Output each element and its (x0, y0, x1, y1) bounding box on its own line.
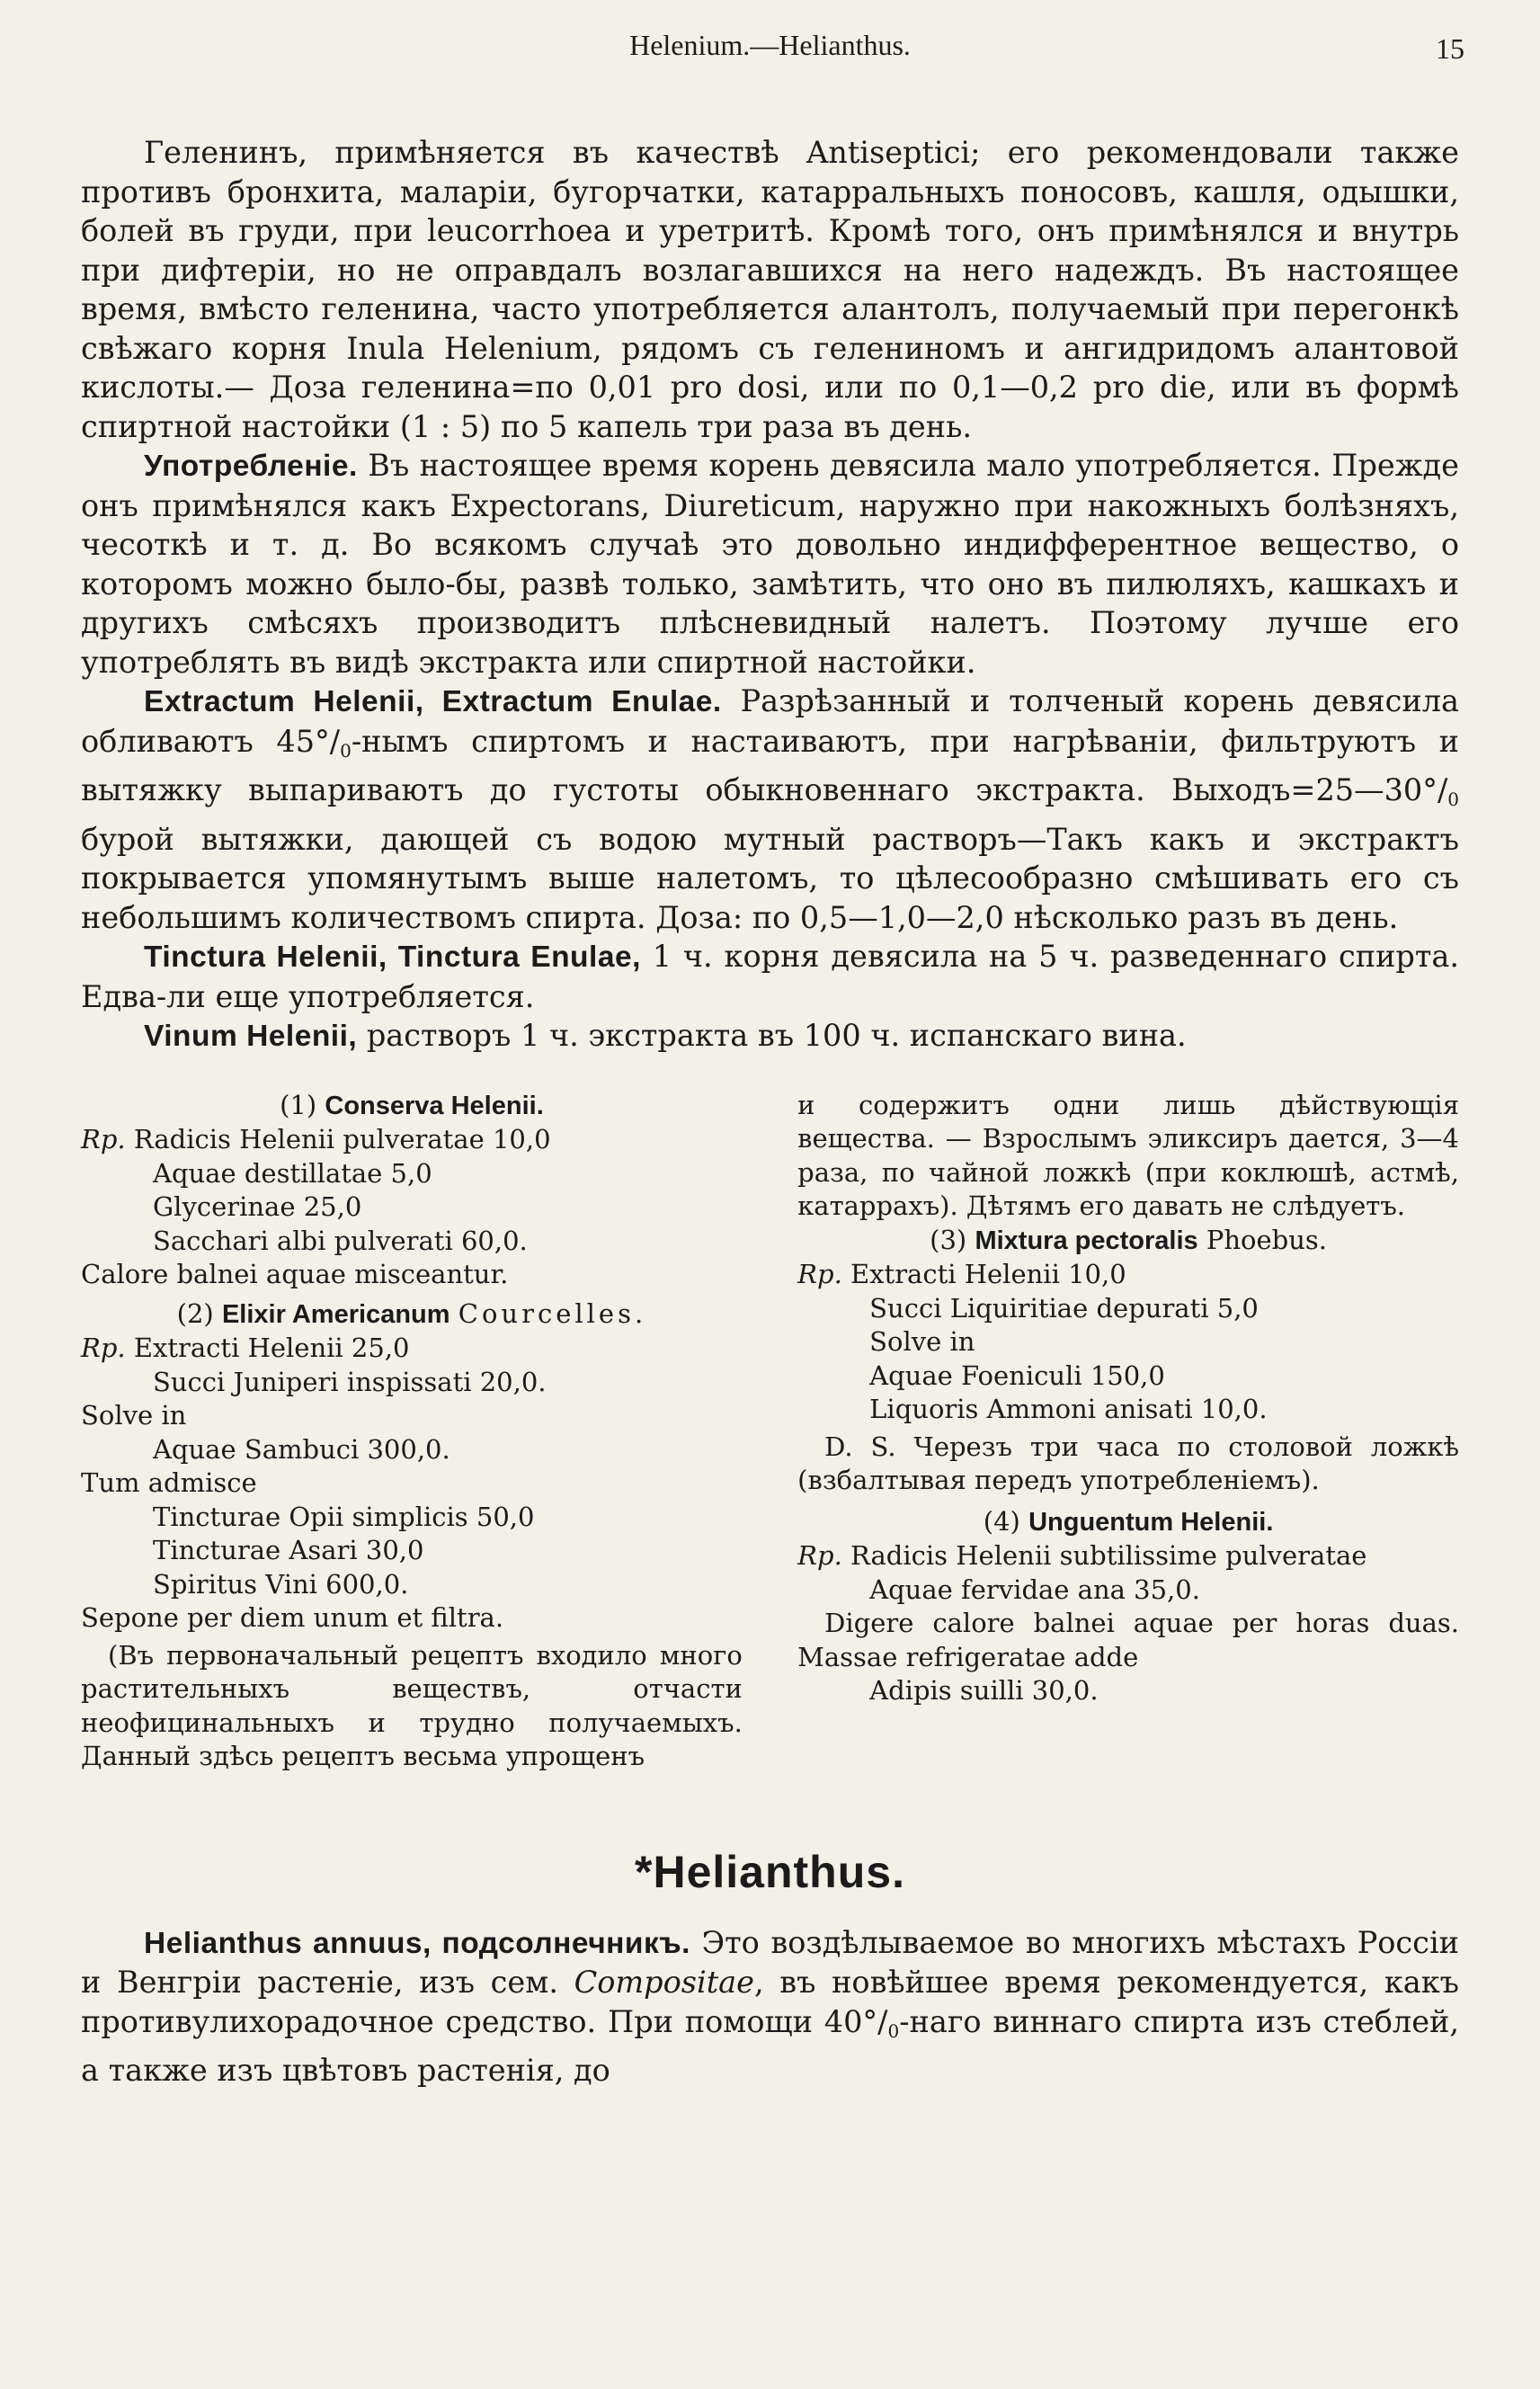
section-heading-helianthus: *Helianthus. (635, 1846, 905, 1897)
recipe-3-instruction: Solve in (869, 1326, 975, 1357)
recipe-2-note-continued: и содержитъ одни лишь дѣйствующія вещества. — Взрослымъ эликсиръ дается, 3—4 раза, по чайной ложкѣ (при коклюшѣ, астмѣ, катаррахъ). Дѣтямъ его давать не слѣдуетъ. (797, 1089, 1459, 1221)
helianthus-family: Compositae (574, 1965, 754, 2000)
paragraph-helenin: Геленинъ, примѣняется въ качествѣ Antiseptici; его рекомендовали также противъ бронхита, маларіи, бугорчатки, катарральныхъ поносовъ, кашля, одышки, болей въ груди, при leucorrhoea и уретритѣ. Кромѣ того, онъ примѣнялся и внутрь при дифтеріи, но не оправдалъ возлагавшихся на него надеждъ. Въ настоящее время, вмѣсто геленина, часто употребляется алантолъ, получаемый при перегонкѣ свѣжаго корня Inula Helenium, рядомъ съ гелениномъ и ангидридомъ алантовой кислоты.— Доза геленина=по 0,01 pro dosi, или по 0,1—0,2 pro die, или въ формѣ спиртной настойки (1 : 5) по 5 капель три раза въ день. (81, 135, 1459, 444)
recipes-left-column (81, 1089, 743, 1774)
recipe-2-author: Courcelles. (458, 1297, 647, 1329)
recipe-2-title (81, 1297, 743, 1333)
recipe-2-note: (Въ первоначальный рецептъ входило много растительныхъ веществъ, отчасти неофицинальныхъ и трудно получаемыхъ. Данный здѣсь рецептъ весьма упрощенъ (81, 1639, 743, 1771)
recipe-1-name: Conserva Helenii. (325, 1091, 544, 1120)
recipe-1-line-1 (81, 1123, 743, 1157)
recipe-2-ingredient: Extracti Helenii 25,0 (133, 1333, 410, 1363)
recipe-2-line-1 (81, 1332, 743, 1366)
vinum-text: растворъ 1 ч. экстракта въ 100 ч. испанскаго вина. (357, 1018, 1187, 1053)
main-text (81, 133, 1459, 1056)
recipe-4-number: (4) (983, 1505, 1020, 1537)
recipe-1-instruction: Calore balnei aquae misceantur. (81, 1259, 509, 1289)
helianthus-lead: Helianthus annuus, подсолнечникъ. (144, 1926, 690, 1960)
recipe-rp: Rp. (81, 1333, 126, 1363)
recipe-2-ingredient: Tincturae Asari 30,0 (153, 1535, 424, 1565)
recipe-4-line-1 (797, 1539, 1459, 1573)
recipe-4-ingredient: Radicis Helenii subtilissime pulveratae (850, 1540, 1367, 1571)
extract-text-b: -нымъ спиртомъ и настаиваютъ, при нагрѣваніи, фильтруютъ и вытяжку выпариваютъ до густоты обыкновеннаго экстракта. Выходъ=25—30°/ (81, 723, 1459, 807)
recipe-3-signature: D. S. Черезъ три часа по столовой ложкѣ (взбалтывая передъ употребленіемъ). (797, 1431, 1459, 1495)
recipe-2-instruction: Sepone per diem unum et filtra. (81, 1602, 504, 1633)
recipe-2-ingredient: Spiritus Vini 600,0. (153, 1568, 409, 1600)
section-helianthus-text (81, 1923, 1459, 2090)
recipe-2-instruction: Tum admisce (81, 1467, 257, 1498)
recipes-block (81, 1089, 1459, 1774)
recipe-2-ingredient: Aquae Sambuci 300,0. (153, 1433, 450, 1465)
recipe-rp: Rp. (81, 1124, 126, 1154)
recipe-4-ingredient: Adipis suilli 30,0. (869, 1675, 1099, 1706)
recipe-1-ingredient: Aquae destillatae 5,0 (153, 1157, 432, 1189)
recipe-3-number: (3) (930, 1224, 967, 1255)
tincture-text: 1 ч. корня девясила на 5 ч. разведеннаго спирта. Едва-ли еще употребляется. (81, 939, 1460, 1014)
extract-text-c: бурой вытяжки, дающей съ водою мутный растворъ—Такъ какъ и экстрактъ покрывается упомянутымъ выше налетомъ, то цѣлесообразно смѣшивать его съ небольшимъ количествомъ спирта. Доза: по 0,5—1,0—2,0 нѣсколько разъ въ день. (81, 821, 1459, 935)
recipe-3-title (797, 1224, 1459, 1259)
recipe-3-line-1 (797, 1258, 1459, 1292)
extract-sub-1: 0 (340, 739, 352, 762)
running-title: Helenium.—Helianthus. (629, 29, 911, 61)
paragraph-vinum (81, 1016, 1459, 1056)
recipe-3-ingredient: Extracti Helenii 10,0 (850, 1259, 1126, 1289)
recipe-1-ingredient: Sacchari albi pulverati 60,0. (153, 1225, 528, 1256)
paragraph-usage (81, 446, 1459, 682)
extract-sub-2: 0 (1447, 789, 1459, 810)
recipe-1-ingredient: Radicis Helenii pulveratae 10,0 (133, 1124, 551, 1154)
usage-heading: Употребленіе. (144, 450, 358, 483)
paragraph-extract (81, 682, 1459, 937)
recipe-4-ingredient: Aquae fervidae ana 35,0. (869, 1573, 1200, 1605)
recipe-2-number: (2) (176, 1297, 214, 1329)
extract-heading: Extractum Helenii, Extractum Enulae. (144, 685, 722, 718)
recipe-rp: Rp. (797, 1540, 842, 1571)
page-number: 15 (1436, 32, 1464, 65)
recipe-4-title (797, 1505, 1459, 1540)
recipe-rp: Rp. (797, 1259, 842, 1289)
recipe-3-ingredient: Succi Liquiritiae depurati 5,0 (869, 1292, 1259, 1324)
recipe-1-number: (1) (280, 1089, 317, 1120)
recipe-4-instruction: Digere calore balnei aquae per horas duas. Massae refrigeratae adde (797, 1608, 1459, 1672)
usage-text: Въ настоящее время корень девясила мало употребляется. Прежде онъ примѣнялся какъ Expectorans, Diureticum, наружно при накожныхъ болѣзняхъ, чесоткѣ и т. д. Во всякомъ случаѣ это довольно индифферентное вещество, о которомъ можно было-бы, развѣ только, замѣтить, что оно въ пилюляхъ, кашкахъ и другихъ смѣсяхъ производитъ плѣсневидный налетъ. Поэтому лучше его употреблять въ видѣ экстракта или спиртной настойки. (81, 448, 1459, 680)
running-header (81, 29, 1464, 68)
helianthus-text-c: -наго виннаго спирта изъ стеблей, а также изъ цвѣтовъ растенія, до (81, 2003, 1459, 2088)
vinum-heading: Vinum Helenii, (144, 1020, 358, 1053)
tincture-heading: Tinctura Helenii, Tinctura Enulae, (144, 940, 641, 974)
recipe-3-ingredient: Aquae Foeniculi 150,0 (869, 1359, 1165, 1391)
helianthus-text-b: , въ новѣйшее время рекомендуется, какъ противулихорадочное средство. При помощи 40°/ (81, 1965, 1459, 2039)
helianthus-sub: 0 (887, 2019, 900, 2042)
recipe-4-name: Unguentum Helenii. (1028, 1507, 1274, 1537)
recipe-3-ingredient: Liquoris Ammoni anisati 10,0. (869, 1394, 1268, 1424)
extract-text-a: Разрѣзанный и толченый корень девясила обливаютъ 45°/ (81, 683, 1459, 759)
recipe-3-name: Mixtura pectoralis (975, 1226, 1198, 1255)
recipe-1-title (81, 1089, 743, 1124)
paragraph-helianthus (81, 1923, 1459, 2090)
helianthus-text-a: Это воздѣлываемое во многихъ мѣстахъ Россіи и Венгріи растеніе, изъ сем. (81, 1924, 1459, 2000)
recipe-3-author: Phoebus. (1206, 1224, 1328, 1255)
recipe-2-name: Elixir Americanum (221, 1299, 450, 1329)
recipes-right-column (797, 1089, 1459, 1774)
recipe-2-instruction: Solve in (81, 1400, 187, 1431)
paragraph-tincture (81, 937, 1459, 1016)
recipe-2-ingredient: Tincturae Opii simplicis 50,0 (153, 1501, 535, 1532)
recipe-1-ingredient: Glycerinae 25,0 (153, 1191, 362, 1222)
recipe-2-ingredient: Succi Juniperi inspissati 20,0. (153, 1366, 547, 1397)
